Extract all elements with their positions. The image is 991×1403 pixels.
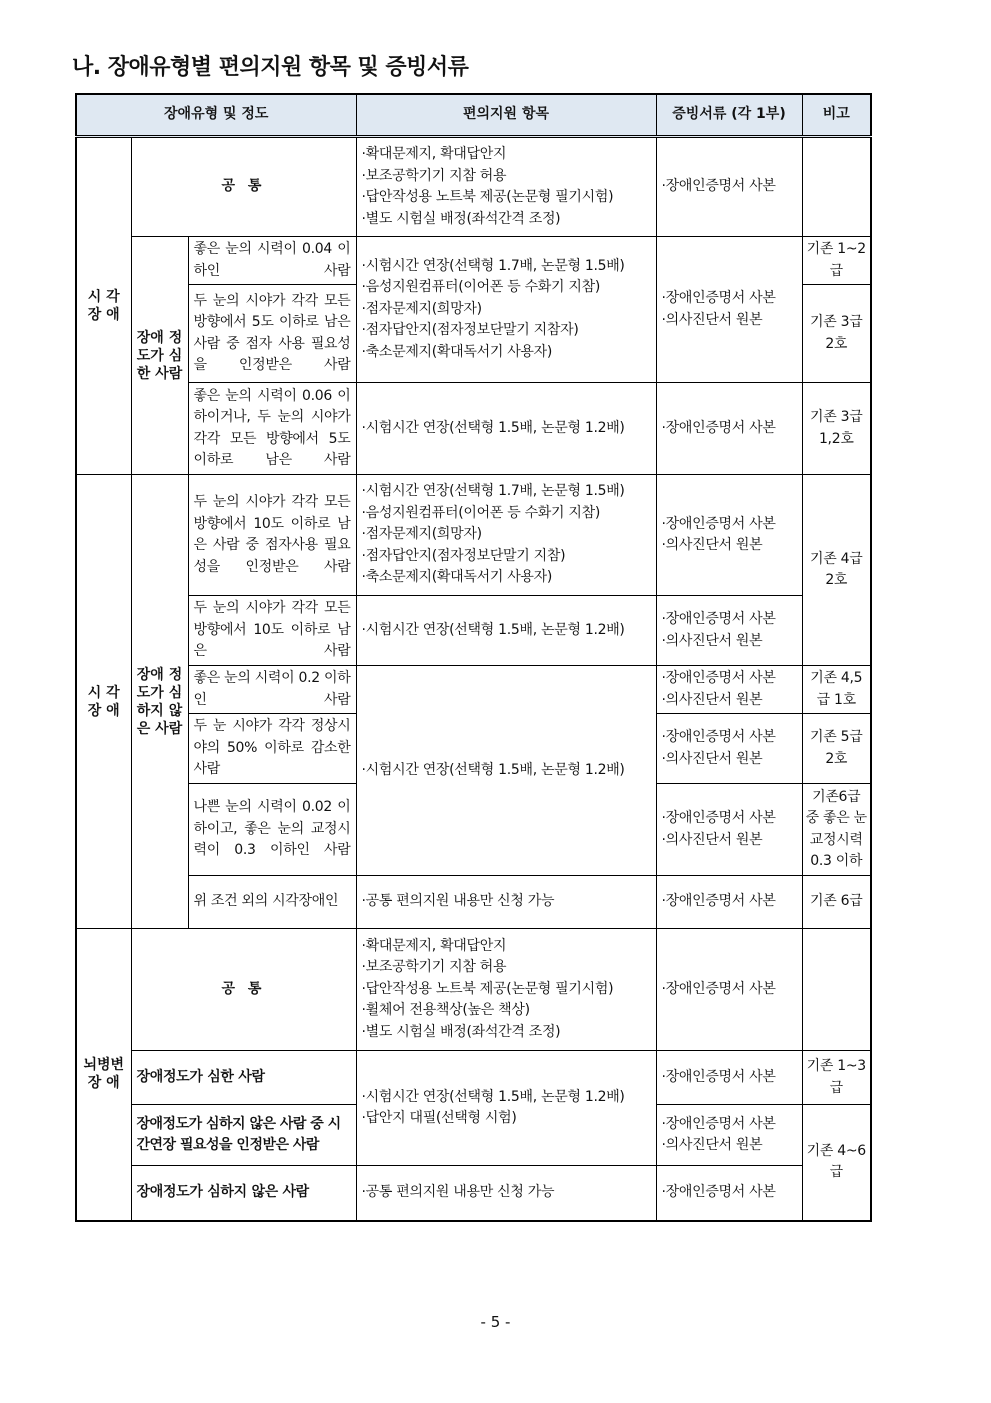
documents-cell: ·장애인증명서 사본 (656, 1166, 802, 1221)
table-row (76, 237, 871, 285)
condition-cell: 두 눈의 시야가 각각 모든 방향에서 10도 이하로 남은 사람 중 점자사용 필요성을 인정받은 사람 (188, 475, 356, 596)
header-support-items: 편의지원 항목 (356, 94, 656, 137)
documents-cell: ·장애인증명서 사본 (656, 383, 802, 475)
documents-cell: ·장애인증명서 사본 ·의사진단서 원본 (656, 475, 802, 596)
group-mild-label: 장애 정도가 심하지 않은 사람 (131, 475, 188, 929)
documents-cell: ·장애인증명서 사본 (656, 876, 802, 929)
condition-cell: 좋은 눈의 시력이 0.2 이하인 사람 (188, 666, 356, 714)
header-note: 비고 (802, 94, 871, 137)
row-label: 장애정도가 심한 사람 (131, 1051, 356, 1105)
documents-cell: ·장애인증명서 사본 (656, 929, 802, 1051)
documents-cell: ·장애인증명서 사본 ·의사진단서 원본 (656, 666, 802, 714)
note-cell: 기존 6급 (802, 876, 871, 929)
note-cell: 기존6급 중 좋은 눈 교정시력 0.3 이하 (802, 784, 871, 876)
note-cell: 기존 5급 2호 (802, 714, 871, 784)
table-row (76, 1166, 871, 1221)
documents-cell: ·장애인증명서 사본 (656, 137, 802, 237)
condition-cell: 두 눈의 시야가 각각 모든 방향에서 10도 이하로 남은 사람 (188, 596, 356, 666)
documents-cell: ·장애인증명서 사본 ·의사진단서 원본 (656, 714, 802, 784)
table-row (76, 666, 871, 714)
row-label: 공 통 (131, 929, 356, 1051)
support-items-cell: ·확대문제지, 확대답안지 ·보조공학기기 지참 허용 ·답안작성용 노트북 제공(논문형 필기시험) ·휠체어 전용책상(높은 책상) ·별도 시험실 배정(좌석간격 조정) (356, 929, 656, 1051)
group-vision-label: 시 각 장 애 (76, 137, 131, 475)
table-row (76, 383, 871, 475)
note-cell: 기존 4급 2호 (802, 475, 871, 666)
table-row (76, 876, 871, 929)
header-documents: 증빙서류 (각 1부) (656, 94, 802, 137)
row-label: 장애정도가 심하지 않은 사람 중 시간연장 필요성을 인정받은 사람 (131, 1105, 356, 1166)
condition-cell: 좋은 눈의 시력이 0.06 이하이거나, 두 눈의 시야가 각각 모든 방향에서 5도 이하로 남은 사람 (188, 383, 356, 475)
condition-cell: 좋은 눈의 시력이 0.04 이하인 사람 (188, 237, 356, 285)
documents-cell: ·장애인증명서 사본 ·의사진단서 원본 (656, 1105, 802, 1166)
documents-cell: ·장애인증명서 사본 ·의사진단서 원본 (656, 237, 802, 383)
support-items-cell: ·공통 편의지원 내용만 신청 가능 (356, 876, 656, 929)
table-row (76, 1051, 871, 1105)
note-cell: 기존 1~3급 (802, 1051, 871, 1105)
table-row (76, 475, 871, 596)
note-cell (802, 929, 871, 1051)
condition-cell: 두 눈의 시야가 각각 모든 방향에서 5도 이하로 남은 사람 중 점자 사용 필요성을 인정받은 사람 (188, 285, 356, 383)
header-disability-type: 장애유형 및 정도 (76, 94, 356, 137)
note-cell: 기존 1~2급 (802, 237, 871, 285)
note-cell: 기존 3급 2호 (802, 285, 871, 383)
note-cell: 기존 4~6급 (802, 1105, 871, 1221)
row-label: 공 통 (131, 137, 356, 237)
note-cell: 기존 4,5급 1호 (802, 666, 871, 714)
support-items-cell: ·시험시간 연장(선택형 1.5배, 논문형 1.2배) (356, 666, 656, 876)
support-items-cell: ·시험시간 연장(선택형 1.7배, 논문형 1.5배) ·음성지원컴퓨터(이어폰 등 수화기 지참) ·점자문제지(희망자) ·점자답안지(점자정보단말기 지참자) ·축소문제지(확대독서기 사용자) (356, 237, 656, 383)
group-brain-label: 뇌병변 장 애 (76, 929, 131, 1221)
condition-cell: 위 조건 외의 시각장애인 (188, 876, 356, 929)
table-row (76, 596, 871, 666)
documents-cell: ·장애인증명서 사본 ·의사진단서 원본 (656, 784, 802, 876)
page-number: - 5 - (480, 1313, 511, 1331)
condition-cell: 두 눈 시야가 각각 정상시야의 50% 이하로 감소한 사람 (188, 714, 356, 784)
row-label: 장애정도가 심하지 않은 사람 (131, 1166, 356, 1221)
documents-cell: ·장애인증명서 사본 ·의사진단서 원본 (656, 596, 802, 666)
support-items-cell: ·시험시간 연장(선택형 1.5배, 논문형 1.2배) (356, 596, 656, 666)
support-items-cell: ·시험시간 연장(선택형 1.7배, 논문형 1.5배) ·음성지원컴퓨터(이어폰 등 수화기 지참) ·점자문제지(희망자) ·점자답안지(점자정보단말기 지참) ·축소문제지(확대독서기 사용자) (356, 475, 656, 596)
accommodation-table (75, 93, 872, 1222)
support-items-cell: ·공통 편의지원 내용만 신청 가능 (356, 1166, 656, 1221)
support-items-cell: ·시험시간 연장(선택형 1.5배, 논문형 1.2배) (356, 383, 656, 475)
table-header-row (76, 94, 871, 137)
support-items-cell: ·시험시간 연장(선택형 1.5배, 논문형 1.2배) ·답안지 대필(선택형 시험) (356, 1051, 656, 1166)
condition-cell: 나쁜 눈의 시력이 0.02 이하이고, 좋은 눈의 교정시력이 0.3 이하인 사람 (188, 784, 356, 876)
group-severe-label: 장애 정도가 심한 사람 (131, 237, 188, 475)
note-cell (802, 137, 871, 237)
support-items-cell: ·확대문제지, 확대답안지 ·보조공학기기 지참 허용 ·답안작성용 노트북 제공(논문형 필기시험) ·별도 시험실 배정(좌석간격 조정) (356, 137, 656, 237)
section-title: 나. 장애유형별 편의지원 항목 및 증빙서류 (72, 55, 469, 80)
group-vision-label: 시 각 장 애 (76, 475, 131, 929)
table-row (76, 929, 871, 1051)
documents-cell: ·장애인증명서 사본 (656, 1051, 802, 1105)
table-row (76, 137, 871, 237)
note-cell: 기존 3급 1,2호 (802, 383, 871, 475)
